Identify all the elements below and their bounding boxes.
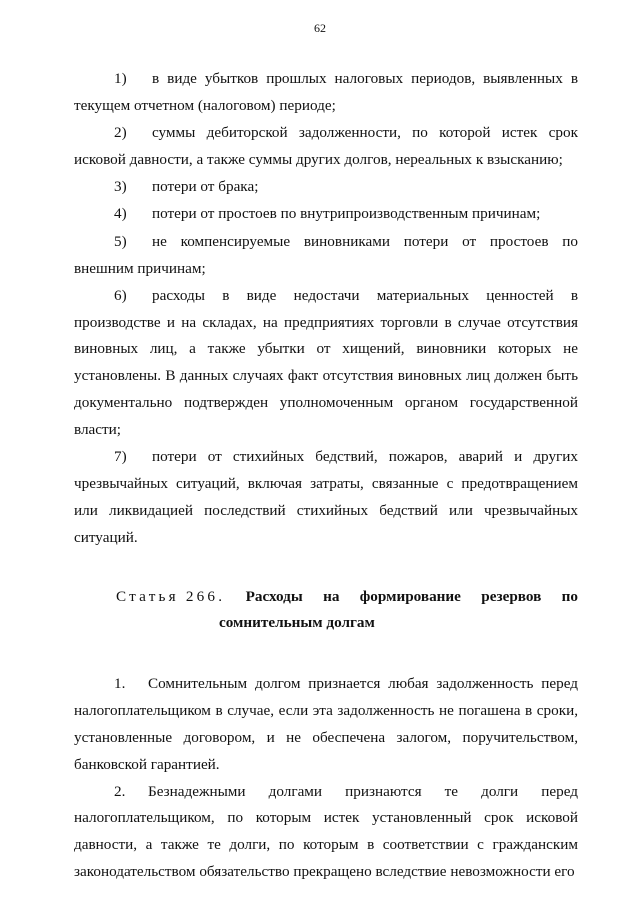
- list-item-text: потери от стихийных бедствий, пожаров, аварий и других чрезвычайных ситуаций, включая затраты, связанные с предотвращением или ликвидацией последствий стихийных бедствий или чрезвычайных ситуаций.: [74, 448, 578, 546]
- paragraph-number: 1.: [114, 675, 126, 693]
- list-item-number: 7): [114, 448, 127, 466]
- list-item-text: в виде убытков прошлых налоговых периодов, выявленных в текущем отчетном (налоговом) периоде;: [74, 70, 578, 114]
- list-item: [74, 66, 578, 120]
- article-title-continuation: сомнительным долгам: [219, 614, 375, 632]
- numbered-paragraph: [74, 779, 578, 886]
- list-item-number: 1): [114, 70, 127, 87]
- paragraph-text: Безнадежными долгами признаются те долги перед налогоплательщиком, по которым истек установленный срок исковой давности, а также те долги, по которым в соответствии с гражданским законодательством обязательство прекращено вследствие невозможности его: [74, 782, 578, 880]
- list-item-number: 4): [114, 205, 127, 223]
- list-item-text: потери от брака;: [152, 178, 259, 196]
- list-item-number: 2): [114, 124, 127, 142]
- list-item-text: не компенсируемые виновниками потери от простоев по внешним причинам;: [74, 232, 578, 277]
- article-heading: [74, 584, 578, 636]
- article-heading-line: [74, 584, 578, 610]
- article-title-word: на: [323, 588, 340, 606]
- article-title-word: формирование: [359, 588, 461, 606]
- list-item-text: суммы дебиторской задолженности, по которой истек срок исковой давности, а также суммы других долгов, нереальных к взысканию;: [74, 124, 578, 168]
- article-title-word: Расходы: [245, 588, 303, 606]
- list-item-number: 5): [114, 232, 127, 250]
- list-item-text: расходы в виде недостачи материальных ценностей в производстве и на складах, на предприятиях торговли в случае отсутствия виновных лиц, а также убытки от хищений, виновники которых не установлены. В данных случаях факт отсутствия виновных лиц должен быть документально подтвержден уполномоченным органом государственной власти;: [74, 286, 578, 438]
- list-item-text: потери от простоев по внутрипроизводственным причинам;: [152, 205, 541, 223]
- list-item: [74, 174, 578, 201]
- paragraph-number: 2.: [114, 782, 126, 800]
- document-body: [74, 66, 578, 886]
- list-item: [74, 444, 578, 551]
- list-item: [74, 283, 578, 444]
- numbered-paragraph: [74, 671, 578, 778]
- article-title-word: по: [561, 588, 578, 606]
- list-item: [74, 229, 578, 283]
- page-number: 62: [314, 21, 326, 35]
- list-item: [74, 201, 578, 228]
- article-label: Статья 266.: [116, 588, 226, 606]
- article-title-word: резервов: [481, 588, 542, 606]
- list-item-number: 6): [114, 286, 127, 304]
- list-item: [74, 120, 578, 174]
- paragraph-text: Сомнительным долгом признается любая задолженность перед налогоплательщиком в случае, если эта задолженность не погашена в сроки, установленные договором, и не обеспечена залогом, поручительством, банковской гарантией.: [74, 675, 578, 773]
- list-item-number: 3): [114, 178, 127, 196]
